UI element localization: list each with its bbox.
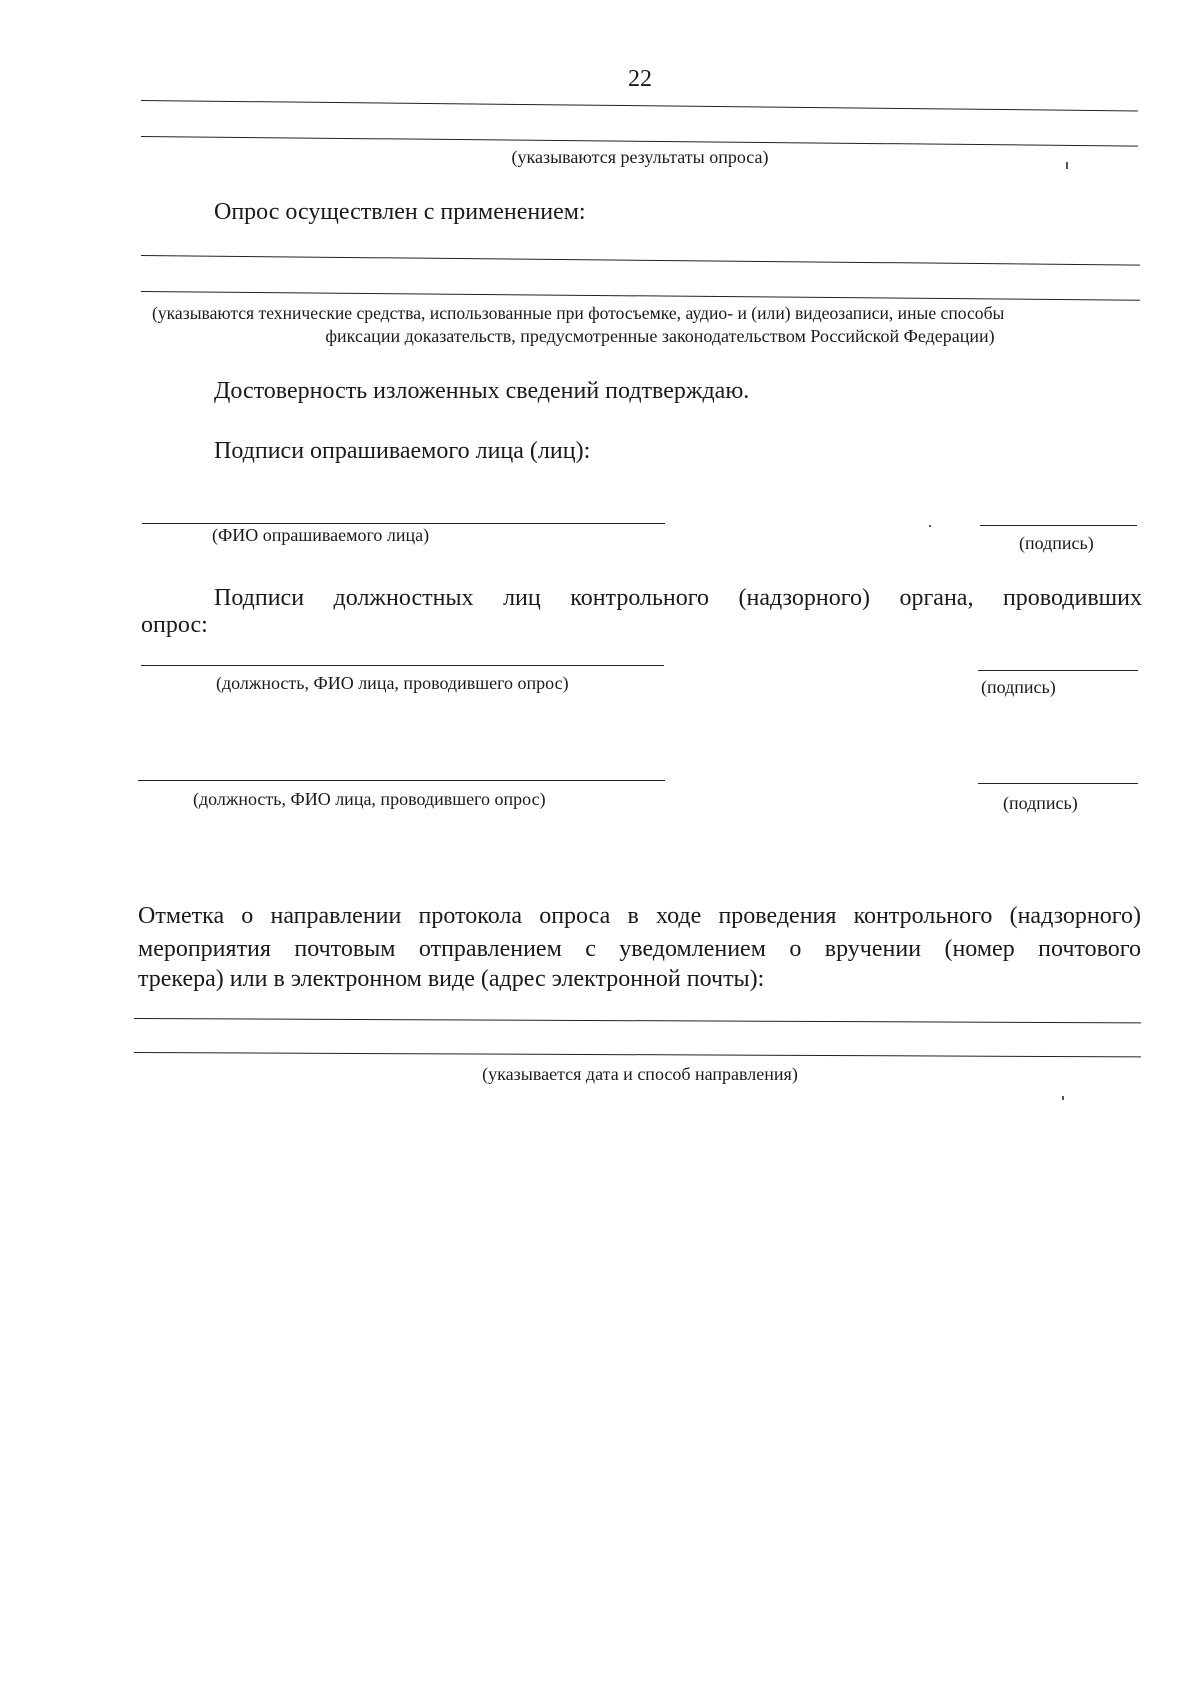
- means-line-2[interactable]: [141, 291, 1140, 301]
- delivery-line-1[interactable]: [134, 1018, 1141, 1023]
- means-line-1[interactable]: [141, 255, 1140, 266]
- official-2-name-line[interactable]: [138, 780, 665, 781]
- respondent-name-caption: (ФИО опрашиваемого лица): [212, 525, 430, 545]
- survey-results-line-1[interactable]: [141, 100, 1138, 111]
- means-label: Опрос осуществлен с применением:: [214, 199, 586, 225]
- official-1-name-caption: (должность, ФИО лица, проводившего опрос): [216, 673, 569, 693]
- survey-results-line-2[interactable]: [141, 136, 1138, 147]
- delivery-text-line-3: трекера) или в электронном виде (адрес электронной почты):: [138, 966, 765, 992]
- delivery-line-2[interactable]: [134, 1052, 1141, 1057]
- official-1-name-line[interactable]: [141, 665, 664, 666]
- scan-speck: [929, 525, 931, 527]
- respondent-label: Подписи опрашиваемого лица (лиц):: [214, 438, 591, 464]
- official-1-signature-caption: (подпись): [981, 677, 1056, 697]
- officials-label-line-2: опрос:: [141, 612, 208, 638]
- respondent-signature-line[interactable]: [980, 525, 1137, 526]
- confirmation-text: Достоверность изложенных сведений подтверждаю.: [214, 378, 750, 404]
- scan-speck: [1062, 1096, 1064, 1100]
- official-1-signature-line[interactable]: [978, 670, 1138, 671]
- respondent-signature-caption: (подпись): [1019, 533, 1094, 553]
- respondent-name-line[interactable]: [142, 523, 665, 524]
- official-2-signature-caption: (подпись): [1003, 793, 1078, 813]
- officials-label-line-1: Подписи должностных лиц контрольного (надзорного) органа, проводивших: [214, 585, 1142, 611]
- delivery-text-line-1: Отметка о направлении протокола опроса в ходе проведения контрольного (надзорного): [138, 903, 1141, 929]
- page-number: 22: [628, 66, 652, 92]
- survey-results-caption: (указываются результаты опроса): [511, 147, 769, 167]
- official-2-name-caption: (должность, ФИО лица, проводившего опрос): [193, 789, 546, 809]
- scan-speck: [1066, 162, 1068, 169]
- means-caption-line-1: (указываются технические средства, использованные при фотосъемке, аудио- и (или) видеозаписи, иные способы: [152, 303, 1005, 323]
- means-caption-line-2: фиксации доказательств, предусмотренные законодательством Российской Федерации): [325, 326, 995, 346]
- official-2-signature-line[interactable]: [978, 783, 1138, 784]
- delivery-text-line-2: мероприятия почтовым отправлением с уведомлением о вручении (номер почтового: [138, 936, 1141, 962]
- delivery-caption: (указывается дата и способ направления): [482, 1064, 798, 1084]
